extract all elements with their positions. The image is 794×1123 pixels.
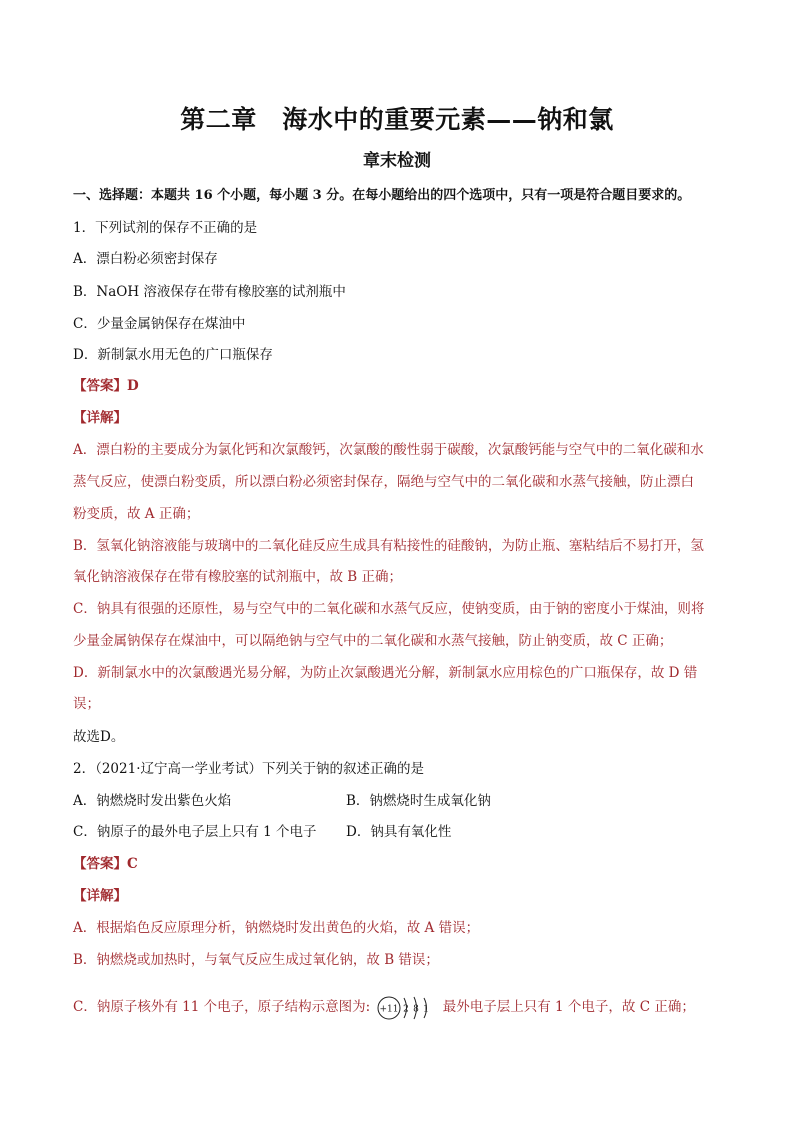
page-subtitle: 章末检测	[363, 151, 431, 171]
q1-explanation-line: C．钠具有很强的还原性，易与空气中的二氧化碳和水蒸气反应，使钠变质，由于钠的密度小于煤油，则将	[73, 601, 705, 617]
q1-option-c: C．少量金属钠保存在煤油中	[73, 316, 246, 332]
q2-option-a: A．钠燃烧时发出紫色火焰	[73, 793, 232, 809]
q1-explanation-line: A．漂白粉的主要成分为氯化钙和次氯酸钙，次氯酸的酸性弱于碳酸，次氯酸钙能与空气中的二氧化碳和水	[73, 442, 704, 458]
q2-detail-label: 【详解】	[73, 888, 127, 904]
q2-option-c: C．钠原子的最外电子层上只有 1 个电子	[73, 824, 317, 840]
q2-answer: 【答案】C	[73, 856, 138, 872]
q2-explanation-line: B．钠燃烧或加热时，与氧气反应生成过氧化钠，故 B 错误；	[73, 952, 439, 968]
q2-stem: 2．（2021·辽宁高一学业考试）下列关于钠的叙述正确的是	[73, 761, 424, 777]
q1-explanation-line: 误；	[73, 696, 100, 712]
q1-conclusion: 故选D。	[73, 729, 125, 745]
q2-explanation-c	[73, 992, 695, 1023]
q1-explanation-line: B．氢氧化钠溶液能与玻璃中的二氧化硅反应生成具有粘接性的硅酸钠，为防止瓶、塞粘结后不易打开，氢	[73, 538, 704, 554]
q1-explanation-line: 蒸气反应，使漂白粉变质，所以漂白粉必须密封保存，隔绝与空气中的二氧化碳和水蒸气接触，防止漂白	[73, 474, 694, 490]
q1-answer: 【答案】D	[73, 378, 139, 394]
q2-explanation-line: A．根据焰色反应原理分析，钠燃烧时发出黄色的火焰，故 A 错误；	[73, 920, 480, 936]
atom-shell-electrons: 2	[403, 1004, 410, 1014]
q1-option-d: D．新制氯水用无色的广口瓶保存	[73, 347, 273, 363]
atom-shell-electrons: 8	[413, 1004, 420, 1014]
q1-explanation-line: 粉变质，故 A 正确；	[73, 506, 200, 522]
sodium-atom-structure-diagram	[376, 993, 436, 1023]
q1-stem: 1．下列试剂的保存不正确的是	[73, 220, 258, 236]
section-heading: 一、选择题：本题共 16 个小题，每小题 3 分。在每小题给出的四个选项中，只有一项是符合题目要求的。	[73, 188, 691, 203]
page-title: 第二章 海水中的重要元素——钠和氯	[180, 105, 614, 134]
atom-shell-electrons: 1	[423, 1004, 430, 1014]
q2-explanation-c-after: 最外电子层上只有 1 个电子，故 C 正确；	[442, 999, 695, 1015]
q1-explanation-line: 氧化钠溶液保存在带有橡胶塞的试剂瓶中，故 B 正确；	[73, 569, 403, 585]
q1-option-a: A．漂白粉必须密封保存	[73, 251, 218, 267]
q2-explanation-c-before: C．钠原子核外有 11 个电子，原子结构示意图为:	[73, 999, 371, 1015]
atom-nucleus-charge: +11	[379, 1004, 399, 1014]
q1-explanation-line: D．新制氯水中的次氯酸遇光易分解，为防止次氯酸遇光分解，新制氯水应用棕色的广口瓶保存，故 D 错	[73, 665, 698, 681]
q2-option-d: D．钠具有氧化性	[346, 824, 452, 840]
q1-option-b: B．NaOH 溶液保存在带有橡胶塞的试剂瓶中	[73, 284, 346, 300]
q1-explanation-line: 少量金属钠保存在煤油中，可以隔绝钠与空气中的二氧化碳和水蒸气接触，防止钠变质，故 C 正确；	[73, 633, 673, 649]
q2-option-b: B．钠燃烧时生成氧化钠	[346, 793, 491, 809]
q1-detail-label: 【详解】	[73, 410, 127, 426]
